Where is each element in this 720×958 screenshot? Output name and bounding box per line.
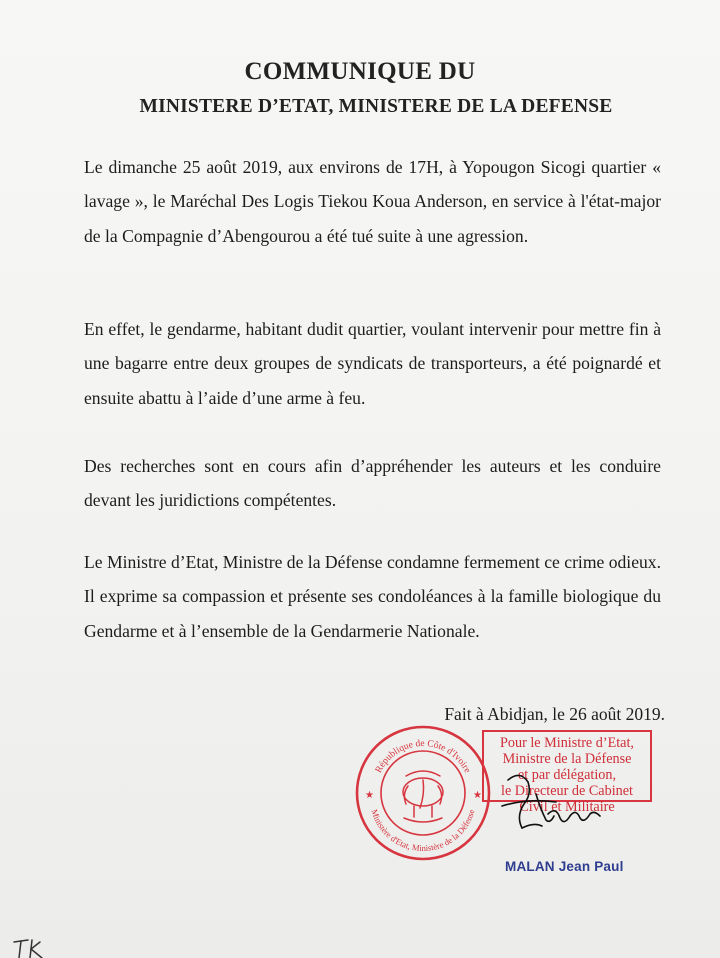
- ministry-seal-icon: [352, 722, 494, 864]
- stamp-line-4: le Directeur de Cabinet: [501, 783, 633, 799]
- handwritten-initials: [10, 936, 50, 958]
- svg-text:République de Côte d'Ivoire: République de Côte d'Ivoire: [374, 738, 472, 775]
- paragraph-2: En effet, le gendarme, habitant dudit quartier, voulant intervenir pour mettre fin à une bagarre entre deux groupes de syndicats de transporteurs, a été poignardé et ensuite abattu à l’aide d’une arme à feu.: [84, 319, 661, 408]
- stamp-line-1: Pour le Ministre d’Etat,: [500, 735, 634, 751]
- handwritten-signature: [498, 764, 618, 844]
- stamp-line-2: Ministre de la Défense: [502, 751, 632, 767]
- paragraph-4: Le Ministre d’Etat, Ministre de la Défense condamne fermement ce crime odieux. Il exprime sa compassion et présente ses condoléances à la famille biologique du Gendarme et à l’ensemble de la Gendarmerie Nationale.: [84, 552, 661, 641]
- signer-name: MALAN Jean Paul: [505, 859, 624, 874]
- paragraph-1: Le dimanche 25 août 2019, aux environs de 17H, à Yopougon Sicogi quartier « lavage », le Maréchal Des Logis Tiekou Koua Anderson, en service à l'état-major de la Compagnie d’Abengourou a été tué suite à une agression.: [84, 157, 661, 246]
- paragraph-3: Des recherches sont en cours afin d’appréhender les auteurs et les conduire devant les juridictions compétentes.: [84, 456, 661, 511]
- place-and-date: Fait à Abidjan, le 26 août 2019.: [444, 704, 665, 724]
- page-subtitle: MINISTERE D’ETAT, MINISTERE DE LA DEFENSE: [139, 96, 613, 117]
- stamp-line-5: Civil et Militaire: [519, 799, 615, 815]
- page-title: COMMUNIQUE DU: [244, 58, 476, 85]
- svg-text:Ministère d'Etat, Ministère de: Ministère d'Etat, Ministère de la Défense: [369, 807, 477, 854]
- svg-text:★: ★: [365, 790, 374, 801]
- svg-text:★: ★: [473, 790, 482, 801]
- stamp-line-3: et par délégation,: [517, 767, 617, 783]
